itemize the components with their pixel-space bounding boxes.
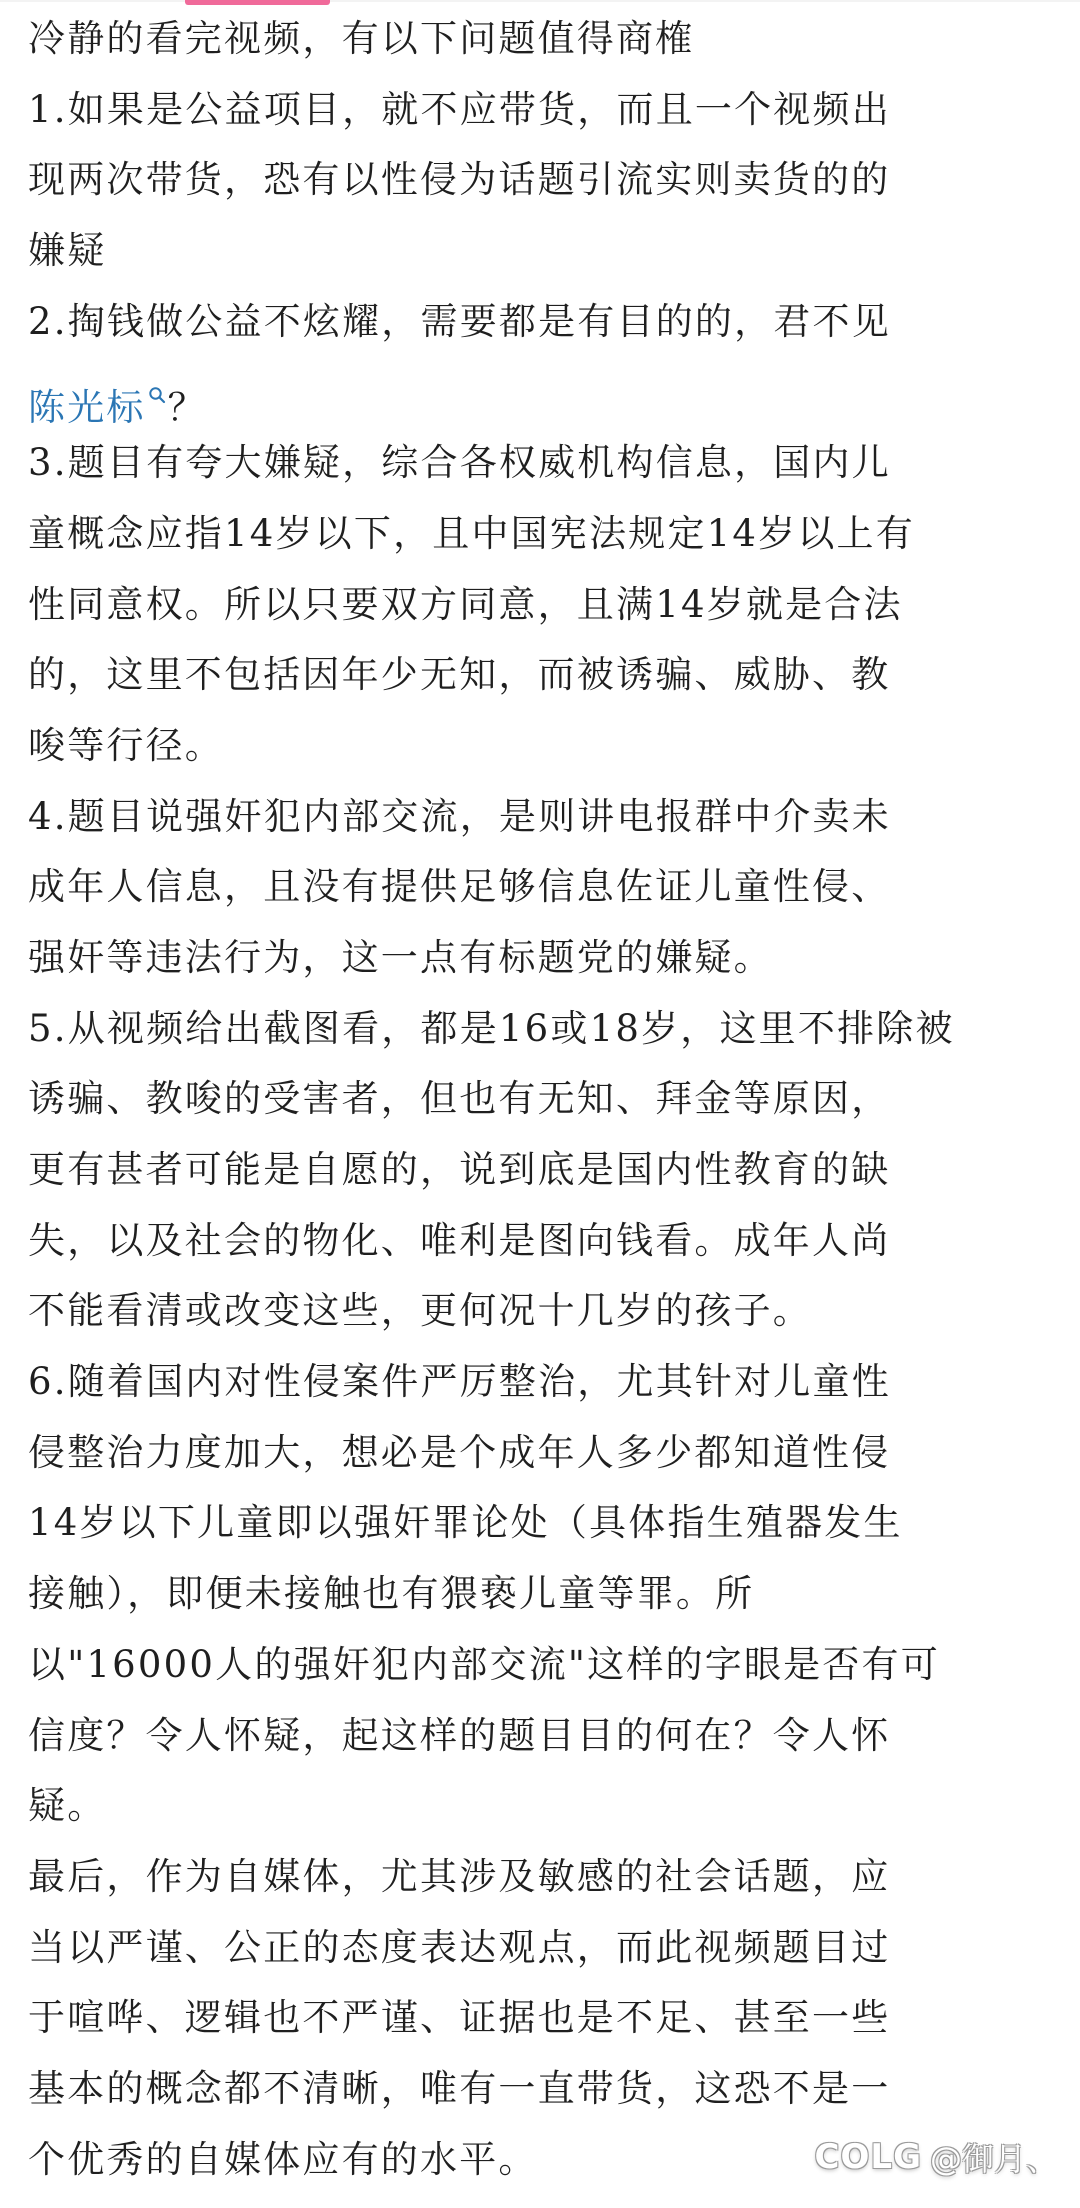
post-body: [28, 4, 1058, 2195]
post-line: 童概念应指14岁以下，且中国宪法规定14岁以上有: [28, 511, 915, 555]
post-line: 于喧哗、逻辑也不严谨、证据也是不足、甚至一些: [28, 1996, 891, 2040]
post-line: 嫌疑: [28, 229, 107, 273]
post-line: 成年人信息，且没有提供足够信息佐证儿童性侵、: [28, 865, 891, 909]
watermark-username: @御月、: [929, 2140, 1058, 2178]
watermark: [815, 2134, 1058, 2180]
post-line: 的，这里不包括因年少无知，而被诱骗、威胁、教: [28, 653, 891, 697]
post-line: 现两次带货，恐有以性侵为话题引流实则卖货的的: [28, 158, 891, 202]
post-line: 失，以及社会的物化、唯利是图向钱看。成年人尚: [28, 1218, 891, 1262]
post-line: 4.题目说强奸犯内部交流，是则讲电报群中介卖未: [28, 794, 891, 838]
post-line: 性同意权。所以只要双方同意，且满14岁就是合法: [28, 582, 903, 626]
topic-line: [28, 357, 1058, 428]
watermark-logo: COLG: [814, 2137, 922, 2177]
topic-suffix: ？: [167, 386, 207, 430]
post-line: 强奸等违法行为，这一点有标题党的嫌疑。: [28, 935, 773, 979]
post-line: 基本的概念都不清晰，唯有一直带货，这恐不是一: [28, 2066, 891, 2110]
post-line: 唆等行径。: [28, 723, 224, 767]
search-icon: [148, 357, 166, 428]
post-line: 5.从视频给出截图看，都是16或18岁，这里不排除被: [28, 1006, 955, 1050]
post-line: 6.随着国内对性侵案件严厉整治，尤其针对儿童性: [28, 1360, 891, 1404]
post-line: 冷静的看完视频，有以下问题值得商榷: [28, 17, 695, 60]
post-line: 诱骗、教唆的受害者，但也有无知、拜金等原因，: [28, 1077, 891, 1121]
topic-link[interactable]: [28, 386, 168, 429]
topic-link-label: 陈光标: [28, 386, 146, 430]
post-line: 14岁以下儿童即以强奸罪论处（具体指生殖器发生: [28, 1501, 903, 1545]
post-line: 信度？令人怀疑，起这样的题目目的何在？令人怀: [28, 1713, 891, 1757]
post-line: 不能看清或改变这些，更何况十几岁的孩子。: [28, 1289, 812, 1333]
post-line: 接触），即便未接触也有猥亵儿童等罪。所: [28, 1572, 755, 1616]
post-line: 2.掏钱做公益不炫耀，需要都是有目的的，君不见: [28, 299, 891, 343]
post-line: 以"16000人的强奸犯内部交流"这样的字眼是否有可: [28, 1642, 940, 1686]
post-line: 侵整治力度加大，想必是个成年人多少都知道性侵: [28, 1430, 891, 1474]
post-line: 3.题目有夸大嫌疑，综合各权威机构信息，国内儿: [28, 441, 891, 485]
post-line: 1.如果是公益项目，就不应带货，而且一个视频出: [28, 87, 891, 131]
post-line: 更有甚者可能是自愿的，说到底是国内性教育的缺: [28, 1148, 891, 1191]
post-line: 疑。: [28, 1784, 107, 1828]
post-line: 个优秀的自媒体应有的水平。: [28, 2137, 538, 2181]
top-divider: [0, 0, 1080, 2]
post-line: 当以严谨、公正的态度表达观点，而此视频题目过: [28, 1925, 891, 1969]
post-line: 最后，作为自媒体，尤其涉及敏感的社会话题，应: [28, 1854, 891, 1898]
